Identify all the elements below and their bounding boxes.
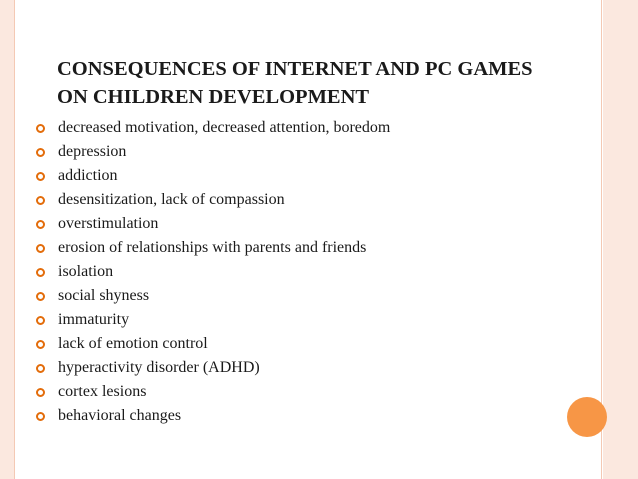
bullet-text: social shyness — [58, 287, 150, 304]
ring-bullet-icon — [36, 364, 45, 373]
bullet-text: hyperactivity disorder (ADHD) — [58, 359, 260, 376]
right-margin-band — [603, 0, 638, 479]
list-item — [36, 404, 390, 428]
list-item — [36, 308, 390, 332]
bullet-text: depression — [58, 143, 127, 160]
slide-title: CONSEQUENCES OF INTERNET AND PC GAMES ON CHILDREN DEVELOPMENT — [57, 58, 533, 108]
bullet-text: addiction — [58, 167, 118, 184]
bullet-text: desensitization, lack of compassion — [58, 191, 285, 208]
list-item — [36, 188, 390, 212]
list-item — [36, 332, 390, 356]
list-item — [36, 164, 390, 188]
list-item — [36, 212, 390, 236]
bullet-text: isolation — [58, 263, 114, 280]
ring-bullet-icon — [36, 292, 45, 301]
orange-circle-decoration — [567, 397, 607, 437]
bullet-text: immaturity — [58, 311, 130, 328]
list-item — [36, 260, 390, 284]
ring-bullet-icon — [36, 244, 45, 253]
list-item — [36, 116, 390, 140]
list-item — [36, 284, 390, 308]
ring-bullet-icon — [36, 316, 45, 325]
list-item — [36, 236, 390, 260]
bullet-text: lack of emotion control — [58, 335, 208, 352]
list-item — [36, 356, 390, 380]
ring-bullet-icon — [36, 388, 45, 397]
ring-bullet-icon — [36, 196, 45, 205]
bullet-text: behavioral changes — [58, 407, 182, 424]
bullet-text: decreased motivation, decreased attention, boredom — [58, 119, 391, 136]
bullet-text: cortex lesions — [58, 383, 147, 400]
list-item — [36, 140, 390, 164]
ring-bullet-icon — [36, 124, 45, 133]
list-item — [36, 380, 390, 404]
ring-bullet-icon — [36, 148, 45, 157]
bullet-text: overstimulation — [58, 215, 159, 232]
left-margin-band — [0, 0, 14, 479]
ring-bullet-icon — [36, 412, 45, 421]
ring-bullet-icon — [36, 268, 45, 277]
bullet-list — [36, 116, 390, 428]
ring-bullet-icon — [36, 340, 45, 349]
ring-bullet-icon — [36, 220, 45, 229]
bullet-text: erosion of relationships with parents and friends — [58, 239, 367, 256]
ring-bullet-icon — [36, 172, 45, 181]
